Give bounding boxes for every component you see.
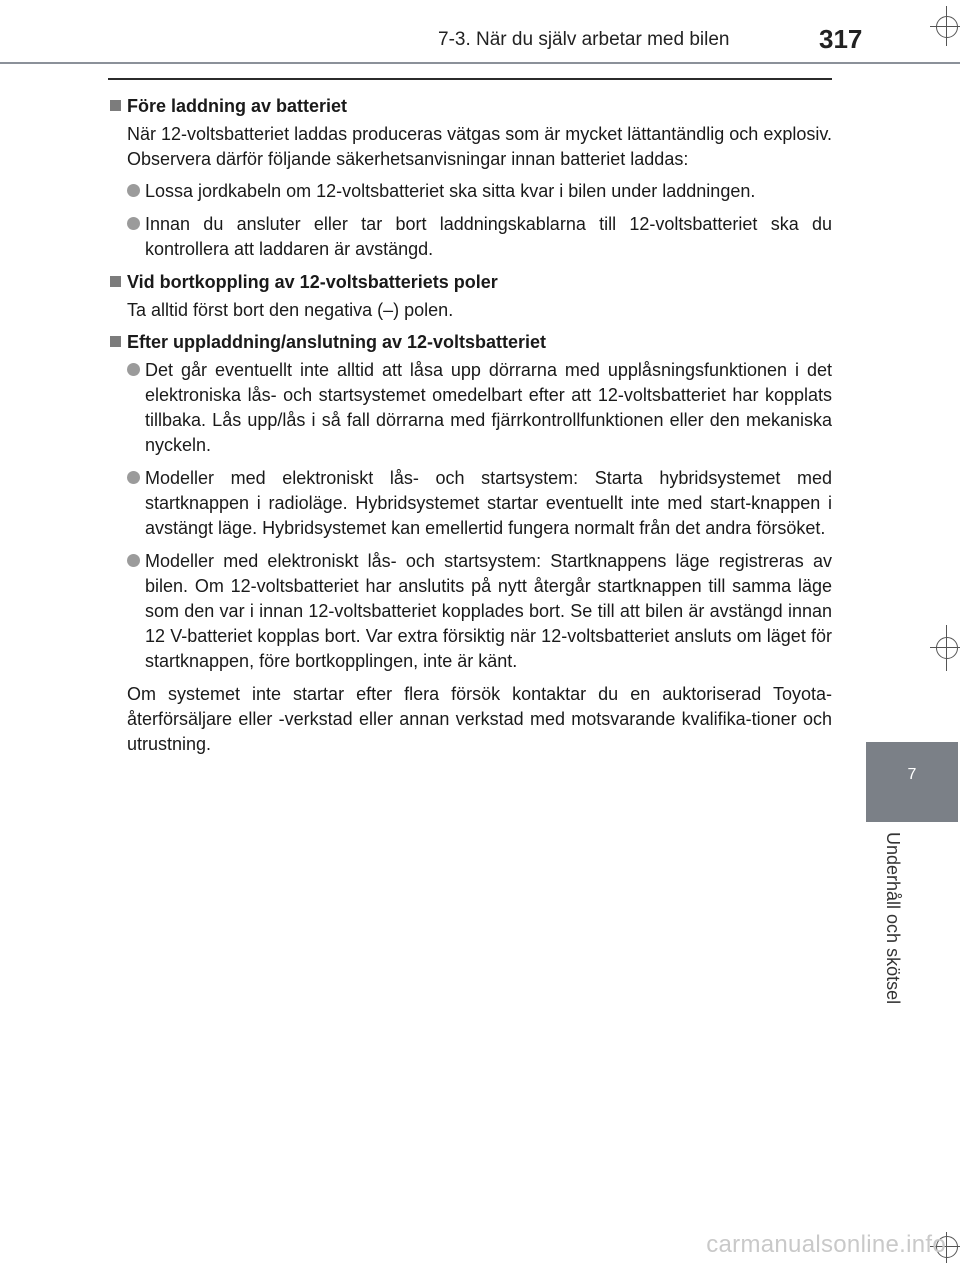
section-square-icon [110,336,121,347]
crop-mark-top-right [930,6,960,46]
crop-mark-middle-right [930,625,960,671]
section-title: Vid bortkoppling av 12-voltsbatteriets poler [127,272,498,292]
bullet-item [108,179,832,204]
section-heading [108,270,832,295]
bullet-text: Lossa jordkabeln om 12-voltsbatteriet ska sitta kvar i bilen under laddningen. [145,181,756,201]
chapter-tab [866,742,958,822]
section-square-icon [110,276,121,287]
bullet-text: Modeller med elektroniskt lås- och startsystem: Startknappens läge registreras av bilen. Om 12-voltsbatteriet har anslutits på nytt återgår startknappen till samma läge som den var i innan 12-voltsbatteriet kopplades bort. Se till att bilen är avstängd innan 12 V-batteriet kopplas bort. Var extra försiktig när 12-voltsbatteriet ansluts om läget för startknappen, före bortkopplingen, inte är känt. [145,551,832,671]
bullet-text: Det går eventuellt inte alltid att låsa upp dörrarna med upplåsningsfunktionen i det elektroniska lås- och startsystemet omedelbart efter att 12-voltsbatteriet har kopplats tillbaka. Lås upp/lås i så fall dörrarna med fjärrkontrollfunktionen eller den mekaniska nyckeln. [145,360,832,455]
paragraph: Ta alltid först bort den negativa (–) polen. [127,300,454,320]
watermark: carmanualsonline.info [706,1231,946,1258]
bullet-text: Modeller med elektroniskt lås- och startsystem: Starta hybridsystemet med startknappen i radioläge. Hybridsystemet startar eventuellt inte med start-knappen i avstängt läge. Hybridsystemet kan emellertid fungera normalt från det andra försöket. [145,468,832,538]
bullet-text: Innan du ansluter eller tar bort laddningskablarna till 12-voltsbatteriet ska du kontrollera att laddaren är avstängd. [145,214,832,259]
bullet-item [108,549,832,674]
section-title: Före laddning av batteriet [127,96,348,116]
section-square-icon [110,100,121,111]
paragraph: När 12-voltsbatteriet laddas produceras vätgas som är mycket lättantändlig och explosiv. Observera därför följande säkerhetsanvisningar innan batteriet laddas: [127,124,833,169]
header-rule [0,62,960,64]
page-number: 317 [819,24,863,54]
header-section-title: 7-3. När du själv arbetar med bilen [438,29,730,50]
bullet-dot-icon [127,184,140,197]
content-top-rule [108,78,832,80]
page-content [108,90,832,764]
section-title: Efter uppladdning/anslutning av 12-voltsbatteriet [127,332,547,352]
paragraph: Om systemet inte startar efter flera försök kontaktar du en auktoriserad Toyota-återförsäljare eller -verkstad eller annan verkstad med motsvarande kvalifika-tioner och utrustning. [127,684,832,754]
bullet-dot-icon [127,217,140,230]
chapter-number: 7 [907,766,917,783]
bullet-item [108,466,832,541]
section-heading [108,330,832,355]
bullet-dot-icon [127,363,140,376]
bullet-item [108,358,832,458]
bullet-dot-icon [127,554,140,567]
bullet-dot-icon [127,471,140,484]
chapter-label: Underhåll och skötsel [883,832,903,1005]
bullet-item [108,212,832,262]
section-heading [108,94,832,119]
